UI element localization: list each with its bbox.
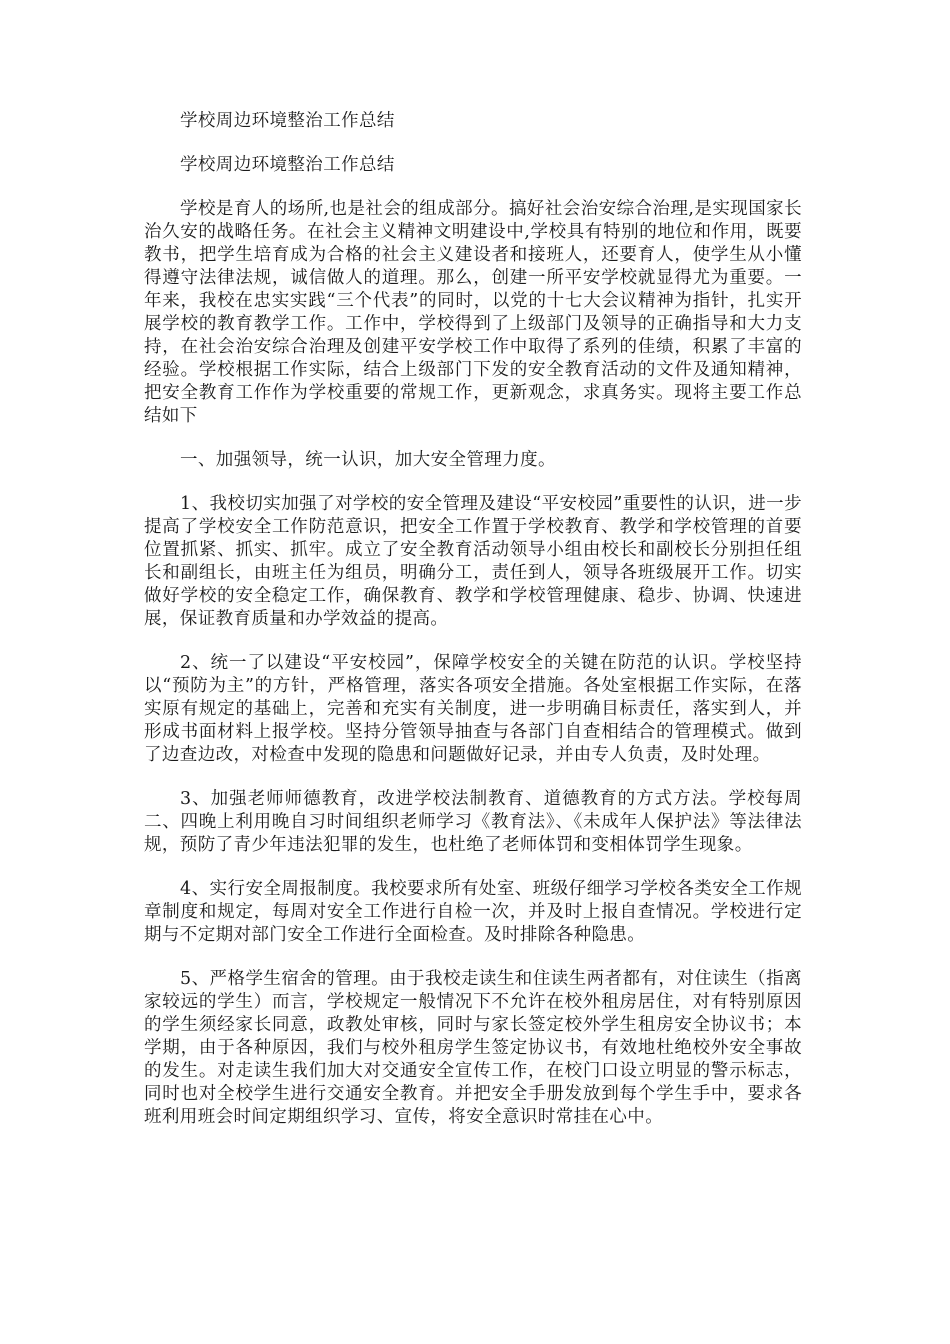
document-subtitle: 学校周边环境整治工作总结 (180, 155, 395, 175)
intro-paragraph: 学校是育人的场所,也是社会的组成部分。搞好社会治安综合治理,是实现国家长治久安的战略任务。在社会主义精神文明建设中,学校具有特别的地位和作用，既要教书，把学生培育成为合格的社会主义建设者和接班人，还要育人，使学生从小懂得遵守法律法规，诚信做人的道理。那么，创建一所平安学校就显得尤为重要。一年来，我校在忠实实践“三个代表”的同时，以党的十七大会议精神为指针，扎实开展学校的教育教学工作。工作中，学校得到了上级部门及领导的正确指导和大力支持，在社会治安综合治理及创建平安学校工作中取得了系列的佳绩，积累了丰富的经验。学校根据工作实际，结合上级部门下发的安全教育活动的文件及通知精神，把安全教育工作作为学校重要的常规工作，更新观念，求真务实。现将主要工作总结如下 (144, 199, 802, 426)
item-paragraph-1: 1、我校切实加强了对学校的安全管理及建设“平安校园”重要性的认识，进一步提高了学校安全工作防范意识，把安全工作置于学校教育、教学和学校管理的首要位置抓紧、抓实、抓牢。成立了安全教育活动领导小组由校长和副校长分别担任组长和副组长，由班主任为组员，明确分工，责任到人，领导各班级展开工作。切实做好学校的安全稳定工作，确保教育、教学和学校管理健康、稳步、协调、快速进展，保证教育质量和办学效益的提高。 (144, 494, 802, 629)
document-title: 学校周边环境整治工作总结 (180, 111, 395, 131)
item-paragraph-2: 2、统一了以建设“平安校园”，保障学校安全的关键在防范的认识。学校坚持以“预防为主”的方针，严格管理，落实各项安全措施。各处室根据工作实际，在落实原有规定的基础上，完善和充实有关制度，进一步明确目标责任，落实到人，并形成书面材料上报学校。坚持分管领导抽查与各部门自查相结合的管理模式。做到了边查边改，对检查中发现的隐患和问题做好记录，并由专人负责，及时处理。 (144, 653, 802, 765)
item-paragraph-5: 5、严格学生宿舍的管理。由于我校走读生和住读生两者都有，对住读生（指离家较远的学生）而言，学校规定一般情况下不允许在校外租房居住，对有特别原因的学生须经家长同意，政教处审核，同时与家长签定校外学生租房安全协议书；本学期，由于各种原因，我们与校外租房学生签定协议书，有效地杜绝校外安全事故的发生。对走读生我们加大对交通安全宣传工作，在校门口设立明显的警示标志，同时也对全校学生进行交通安全教育。并把安全手册发放到每个学生手中，要求各班利用班会时间定期组织学习、宣传，将安全意识时常挂在心中。 (144, 969, 802, 1127)
section-heading-1: 一、加强领导，统一认识，加大安全管理力度。 (180, 450, 556, 470)
item-paragraph-4: 4、实行安全周报制度。我校要求所有处室、班级仔细学习学校各类安全工作规章制度和规定，每周对安全工作进行自检一次，并及时上报自查情况。学校进行定期与不定期对部门安全工作进行全面检查。及时排除各种隐患。 (144, 879, 802, 945)
item-paragraph-3: 3、加强老师师德教育，改进学校法制教育、道德教育的方式方法。学校每周二、四晚上利用晚自习时间组织老师学习《教育法》、《未成年人保护法》等法律法规，预防了青少年违法犯罪的发生，也杜绝了老师体罚和变相体罚学生现象。 (144, 789, 802, 855)
document-body (144, 110, 802, 1129)
